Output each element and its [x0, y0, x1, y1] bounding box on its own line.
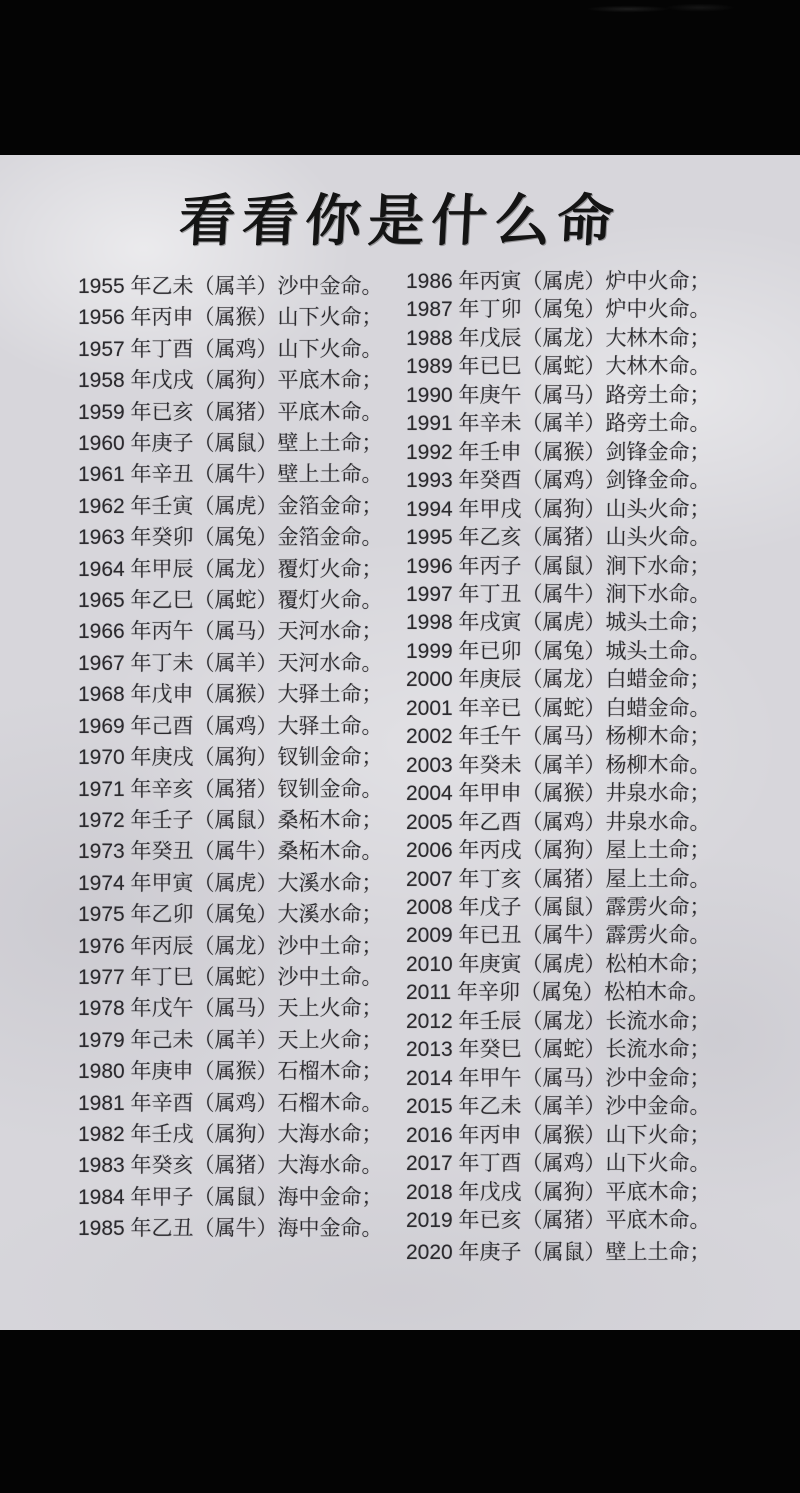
fate-entry: 2000 年庚辰（属龙）白蜡金命； [406, 668, 711, 692]
letterbox-top [0, 0, 800, 155]
fate-entry: 1983 年癸亥（属猪）大海水命。 [78, 1154, 383, 1178]
fate-entry: 1975 年乙卯（属兔）大溪水命； [78, 903, 383, 927]
fate-entry: 1970 年庚戌（属狗）钗钏金命； [78, 746, 383, 770]
fate-entry: 1958 年戊戌（属狗）平底木命； [78, 369, 383, 393]
fate-entry: 1990 年庚午（属马）路旁土命； [406, 383, 711, 407]
fate-entry: 1962 年壬寅（属虎）金箔金命； [78, 494, 383, 518]
fate-entry: 1967 年丁未（属羊）天河水命。 [78, 651, 383, 675]
fate-entry: 1997 年丁丑（属牛）涧下水命。 [406, 582, 711, 606]
fate-entry: 1965 年乙巳（属蛇）覆灯火命。 [78, 589, 383, 613]
fate-entry: 1974 年甲寅（属虎）大溪水命； [78, 871, 383, 895]
fate-entry: 2015 年乙未（属羊）沙中金命。 [406, 1095, 711, 1119]
fate-entry: 2004 年甲申（属猴）井泉水命； [406, 782, 711, 806]
fate-entry: 1984 年甲子（属鼠）海中金命； [78, 1185, 383, 1209]
fate-entry: 1973 年癸丑（属牛）桑柘木命。 [78, 840, 383, 864]
fate-entry: 2001 年辛已（属蛇）白蜡金命。 [406, 696, 711, 720]
letterbox-bottom [0, 1330, 800, 1493]
fate-entry: 2005 年乙酉（属鸡）井泉水命。 [406, 810, 711, 834]
fate-entry: 2010 年庚寅（属虎）松柏木命； [406, 952, 711, 976]
fate-entry: 1988 年戊辰（属龙）大林木命； [406, 326, 711, 350]
fate-entry: 1972 年壬子（属鼠）桑柘木命； [78, 808, 383, 832]
fate-entry: 2013 年癸巳（属蛇）长流水命； [406, 1038, 711, 1062]
fate-entry: 2016 年丙申（属猴）山下火命； [406, 1123, 711, 1147]
fate-entry: 2017 年丁酉（属鸡）山下火命。 [406, 1152, 711, 1176]
fate-entry: 1978 年戊午（属马）天上火命； [78, 997, 383, 1021]
page-title: 看看你是什么命 [177, 188, 623, 254]
fate-entry: 1996 年丙子（属鼠）涧下水命； [406, 554, 711, 578]
fate-entry: 1995 年乙亥（属猪）山头火命。 [406, 526, 711, 550]
fate-entry: 1998 年戌寅（属虎）城头土命； [406, 611, 711, 635]
fate-entry: 2002 年壬午（属马）杨柳木命； [406, 725, 711, 749]
fate-entry: 1982 年壬戌（属狗）大海水命； [78, 1122, 383, 1146]
fate-entry: 1999 年已卯（属兔）城头土命。 [406, 639, 711, 663]
fate-entry: 1980 年庚申（属猴）石榴木命； [78, 1060, 383, 1084]
fate-entry: 1989 年已巳（属蛇）大林木命。 [406, 355, 711, 379]
fate-entry: 2014 年甲午（属马）沙中金命； [406, 1066, 711, 1090]
fate-entry: 2009 年已丑（属牛）霹雳火命。 [406, 924, 711, 948]
fate-entry: 1968 年戊申（属猴）大驿土命； [78, 683, 383, 707]
fate-entry: 1955 年乙未（属羊）沙中金命。 [78, 275, 383, 298]
fate-entry: 1971 年辛亥（属猪）钗钏金命。 [78, 777, 383, 801]
fate-entry: 2019 年已亥（属猪）平底木命。 [406, 1208, 711, 1232]
paper-sheet [0, 155, 800, 1331]
fate-entry: 2011 年辛卯（属兔）松柏木命。 [406, 981, 709, 1005]
fate-entry: 1960 年庚子（属鼠）壁上土命； [78, 432, 383, 456]
fate-list-left-column [78, 271, 383, 1245]
fate-entry: 1963 年癸卯（属兔）金箔金命。 [78, 526, 383, 550]
fate-entry: 1957 年丁酉（属鸡）山下火命。 [78, 337, 383, 361]
fate-entry: 1994 年甲戌（属狗）山头火命； [406, 497, 711, 521]
fate-entry: 1969 年己酉（属鸡）大驿土命。 [78, 714, 383, 738]
fate-entry: 1985 年乙丑（属牛）海中金命。 [78, 1217, 383, 1241]
fate-entry: 2020 年庚子（属鼠）壁上土命； [406, 1241, 711, 1265]
fate-entry: 2003 年癸未（属羊）杨柳木命。 [406, 753, 711, 777]
fate-entry: 1987 年丁卯（属兔）炉中火命。 [406, 298, 711, 322]
fate-entry: 1993 年癸酉（属鸡）剑锋金命。 [406, 469, 711, 493]
fate-entry: 1979 年己未（属羊）天上火命； [78, 1028, 383, 1052]
fate-entry: 2008 年戊子（属鼠）霹雳火命； [406, 895, 711, 919]
fate-entry: 1966 年丙午（属马）天河水命； [78, 620, 383, 644]
fate-entry: 1986 年丙寅（属虎）炉中火命； [406, 270, 711, 293]
fate-entry: 1977 年丁巳（属蛇）沙中土命。 [78, 965, 383, 989]
fate-entry: 1959 年已亥（属猪）平底木命。 [78, 400, 383, 424]
fate-entry: 1981 年辛酉（属鸡）石榴木命。 [78, 1091, 383, 1115]
fate-entry: 1976 年丙辰（属龙）沙中土命； [78, 934, 383, 958]
fate-entry: 2018 年戊戌（属狗）平底木命； [406, 1180, 711, 1204]
fate-entry: 2012 年壬辰（属龙）长流水命； [406, 1009, 711, 1033]
fate-entry: 1992 年壬申（属猴）剑锋金命； [406, 440, 711, 464]
fate-entry: 2006 年丙戌（属狗）屋上土命； [406, 839, 711, 863]
letterbox-smudge [580, 2, 740, 16]
fate-entry: 1961 年辛丑（属牛）壁上土命。 [78, 463, 383, 487]
fate-entry: 1956 年丙申（属猴）山下火命； [78, 306, 383, 330]
fate-entry: 1991 年辛未（属羊）路旁土命。 [406, 412, 711, 436]
fate-list-right-column [406, 268, 711, 1268]
fate-entry: 2007 年丁亥（属猪）屋上土命。 [406, 867, 711, 891]
fate-entry: 1964 年甲辰（属龙）覆灯火命； [78, 557, 383, 581]
